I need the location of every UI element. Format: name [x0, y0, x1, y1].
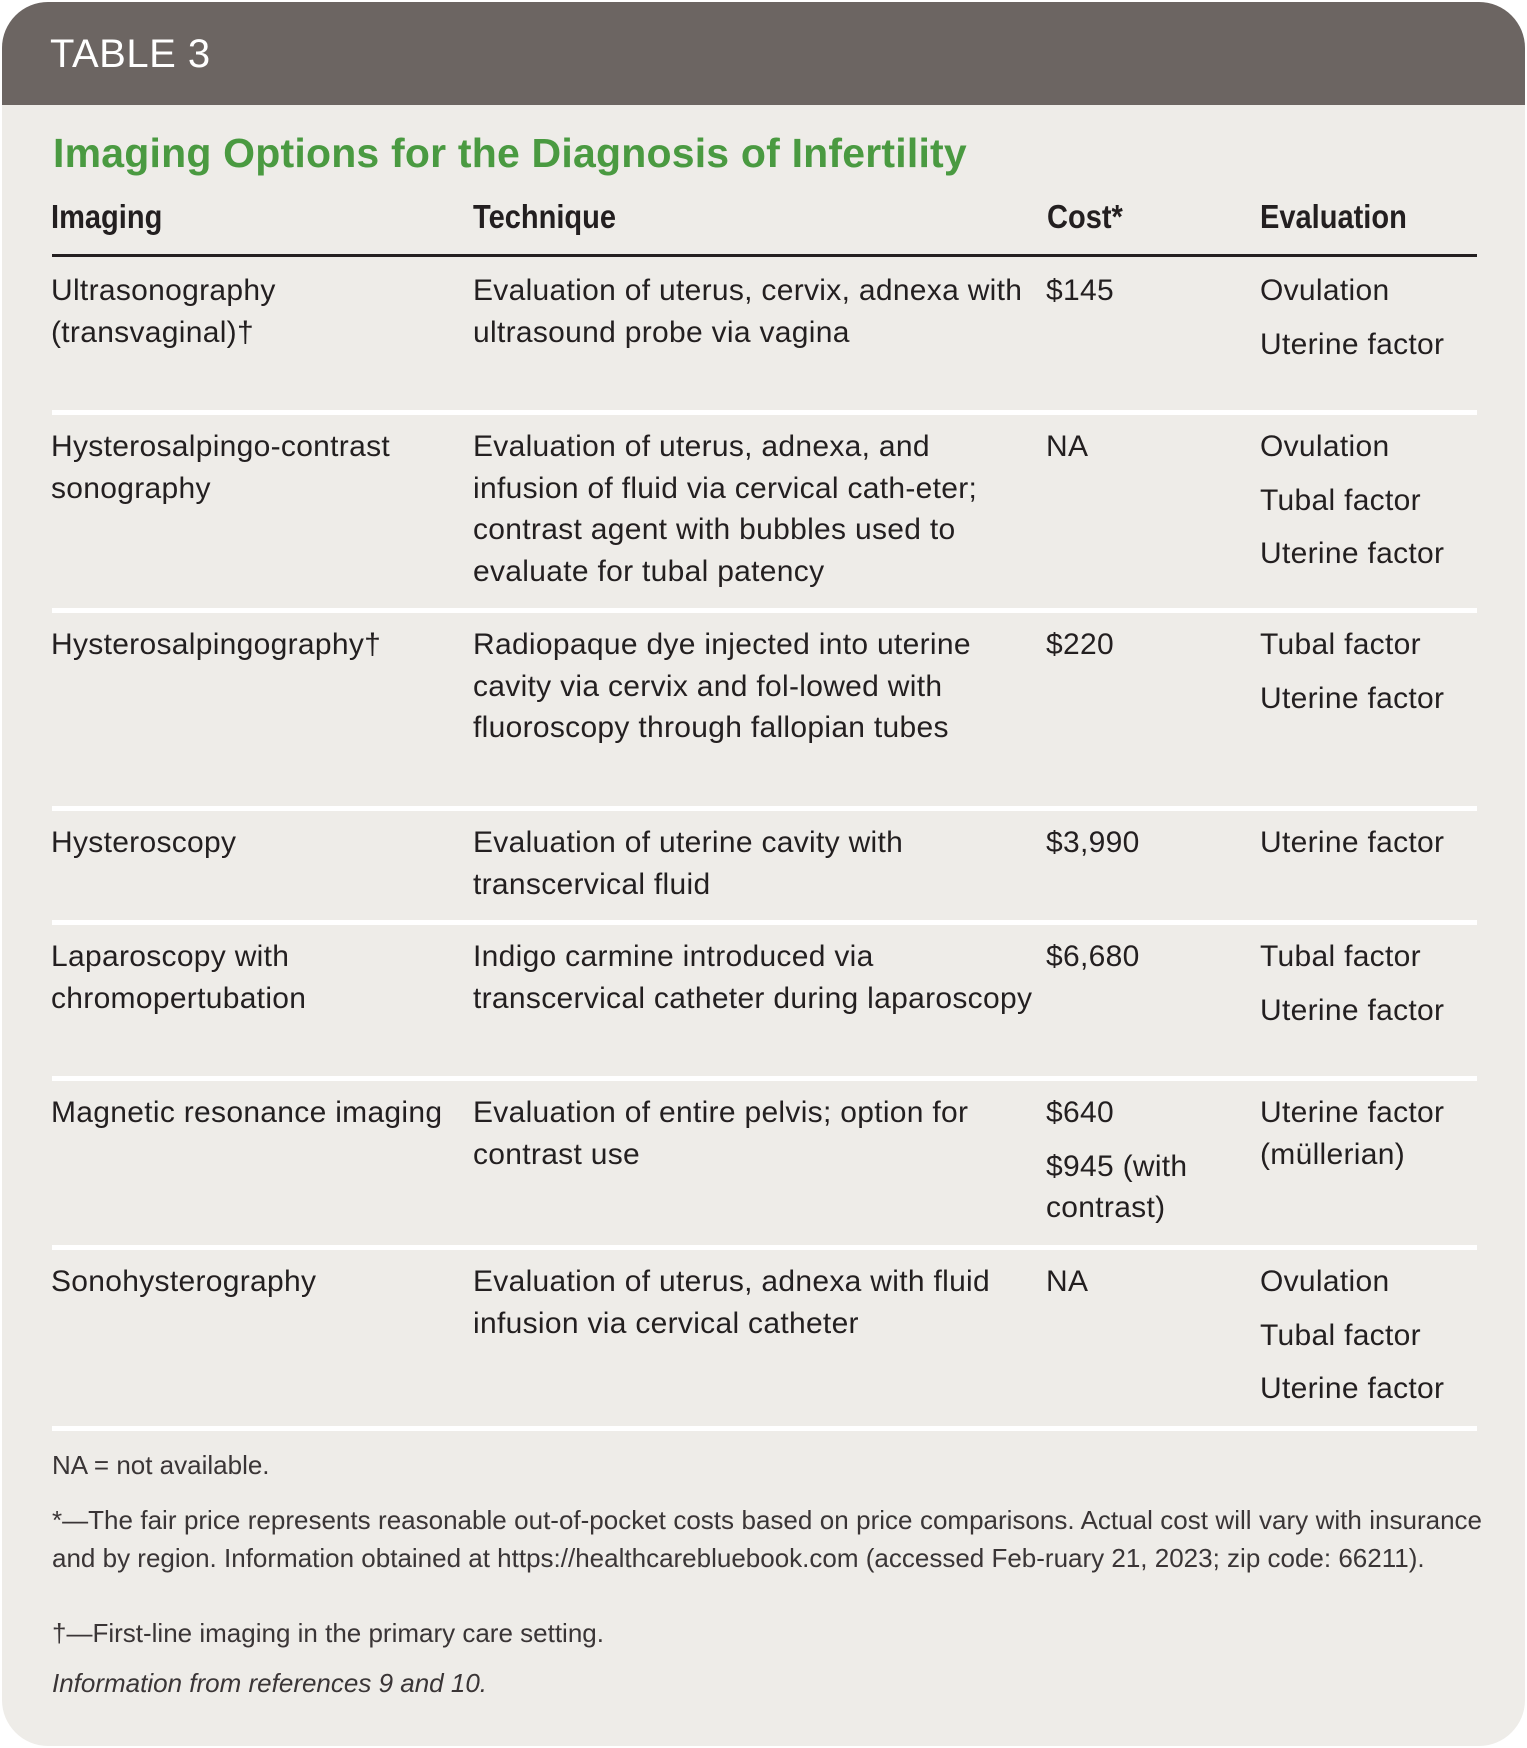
cell-imaging: Hysterosalpingography†: [51, 628, 382, 661]
cost-value: NA: [1046, 1265, 1089, 1298]
cell-cost: [1046, 822, 1246, 864]
header-bar: [2, 2, 1525, 105]
cell-cost: [1046, 624, 1246, 666]
footnote-source: Information from references 9 and 10.: [52, 1668, 488, 1698]
evaluation-item: Tubal factor: [1260, 1318, 1421, 1352]
cell-evaluation: [1260, 936, 1490, 1043]
cost-value: $640: [1046, 1096, 1114, 1129]
cell-technique: Radiopaque dye injected into uterine cavity via cervix and fol-lowed with fluoroscopy through fallopian tubes: [473, 628, 971, 744]
header-divider: [52, 254, 1477, 257]
cell-technique: Evaluation of uterus, cervix, adnexa with ultrasound probe via vagina: [473, 274, 1023, 349]
cell-technique: Evaluation of uterus, adnexa with fluid infusion via cervical catheter: [473, 1265, 991, 1340]
cell-cost: [1046, 1261, 1246, 1303]
evaluation-item: Uterine factor: [1260, 537, 1445, 570]
cell-technique: Evaluation of uterus, adnexa, and infusion of fluid via cervical cath-eter; contrast agent with bubbles used to evaluate for tubal patency: [473, 430, 978, 588]
evaluation-item: Tubal factor: [1260, 628, 1421, 661]
column-header-cost: Cost*: [1047, 198, 1123, 235]
cell-technique: Evaluation of entire pelvis; option for contrast use: [473, 1096, 969, 1171]
evaluation-item: Uterine factor: [1260, 1372, 1445, 1405]
cell-cost: [1046, 426, 1246, 468]
evaluation-item: Uterine factor: [1260, 327, 1445, 361]
column-header-technique: Technique: [473, 198, 617, 235]
evaluation-item: Uterine factor: [1260, 681, 1445, 715]
evaluation-item: Ovulation: [1260, 1265, 1390, 1298]
column-header-imaging: Imaging: [51, 198, 163, 235]
evaluation-item: Ovulation: [1260, 274, 1390, 307]
cost-value: $945 (with contrast): [1046, 1149, 1188, 1224]
cell-evaluation: [1260, 1092, 1490, 1175]
table-card: [2, 2, 1525, 1746]
cell-imaging: Hysterosalpingo-contrast sonography: [51, 430, 391, 505]
evaluation-item: Uterine factor: [1260, 826, 1445, 859]
row-divider: [52, 1426, 1477, 1431]
evaluation-item: Tubal factor: [1260, 483, 1421, 517]
cell-evaluation: [1260, 1261, 1490, 1422]
row-divider: [52, 410, 1477, 415]
cell-cost: [1046, 936, 1246, 978]
cost-value: $220: [1046, 628, 1114, 661]
row-divider: [52, 920, 1477, 925]
cost-value: $3,990: [1046, 826, 1140, 859]
row-divider: [52, 608, 1477, 613]
row-divider: [52, 806, 1477, 811]
row-divider: [52, 1076, 1477, 1081]
cell-technique: Evaluation of uterine cavity with transcervical fluid: [473, 826, 904, 901]
evaluation-item: Ovulation: [1260, 430, 1390, 463]
cost-value: NA: [1046, 430, 1089, 463]
row-divider: [52, 1245, 1477, 1250]
evaluation-item: Tubal factor: [1260, 940, 1421, 973]
cell-imaging: Magnetic resonance imaging: [51, 1096, 443, 1129]
cost-value: $145: [1046, 274, 1114, 307]
cell-cost: [1046, 270, 1246, 312]
footnote-first-line: †—First-line imaging in the primary care setting.: [52, 1618, 604, 1648]
cost-value: $6,680: [1046, 940, 1140, 973]
cell-imaging: Hysteroscopy: [51, 826, 237, 859]
cell-imaging: Ultrasonography (transvaginal)†: [51, 274, 276, 349]
cell-technique: Indigo carmine introduced via transcervical catheter during laparoscopy: [473, 940, 1033, 1015]
evaluation-item: Uterine factor (müllerian): [1260, 1096, 1445, 1171]
cell-evaluation: [1260, 270, 1490, 377]
cell-evaluation: [1260, 822, 1490, 864]
cell-evaluation: [1260, 426, 1490, 587]
evaluation-item: Uterine factor: [1260, 993, 1445, 1027]
cell-imaging: Laparoscopy with chromopertubation: [51, 940, 307, 1015]
cell-imaging: Sonohysterography: [51, 1265, 317, 1298]
column-header-evaluation: Evaluation: [1260, 198, 1407, 235]
cell-evaluation: [1260, 624, 1490, 731]
footnote-abbreviation: NA = not available.: [52, 1450, 270, 1480]
table-label: TABLE 3: [50, 32, 211, 76]
footnote-cost: *—The fair price represents reasonable out-of-pocket costs based on price comparisons. Actual cost will vary with insurance and by region. Information obtained at https://healthcarebluebook.com (accessed Feb-ruary 21, 2023; zip code: 66211).: [52, 1505, 1482, 1573]
cell-cost: [1046, 1092, 1246, 1229]
table-title: Imaging Options for the Diagnosis of Infertility: [53, 130, 967, 176]
